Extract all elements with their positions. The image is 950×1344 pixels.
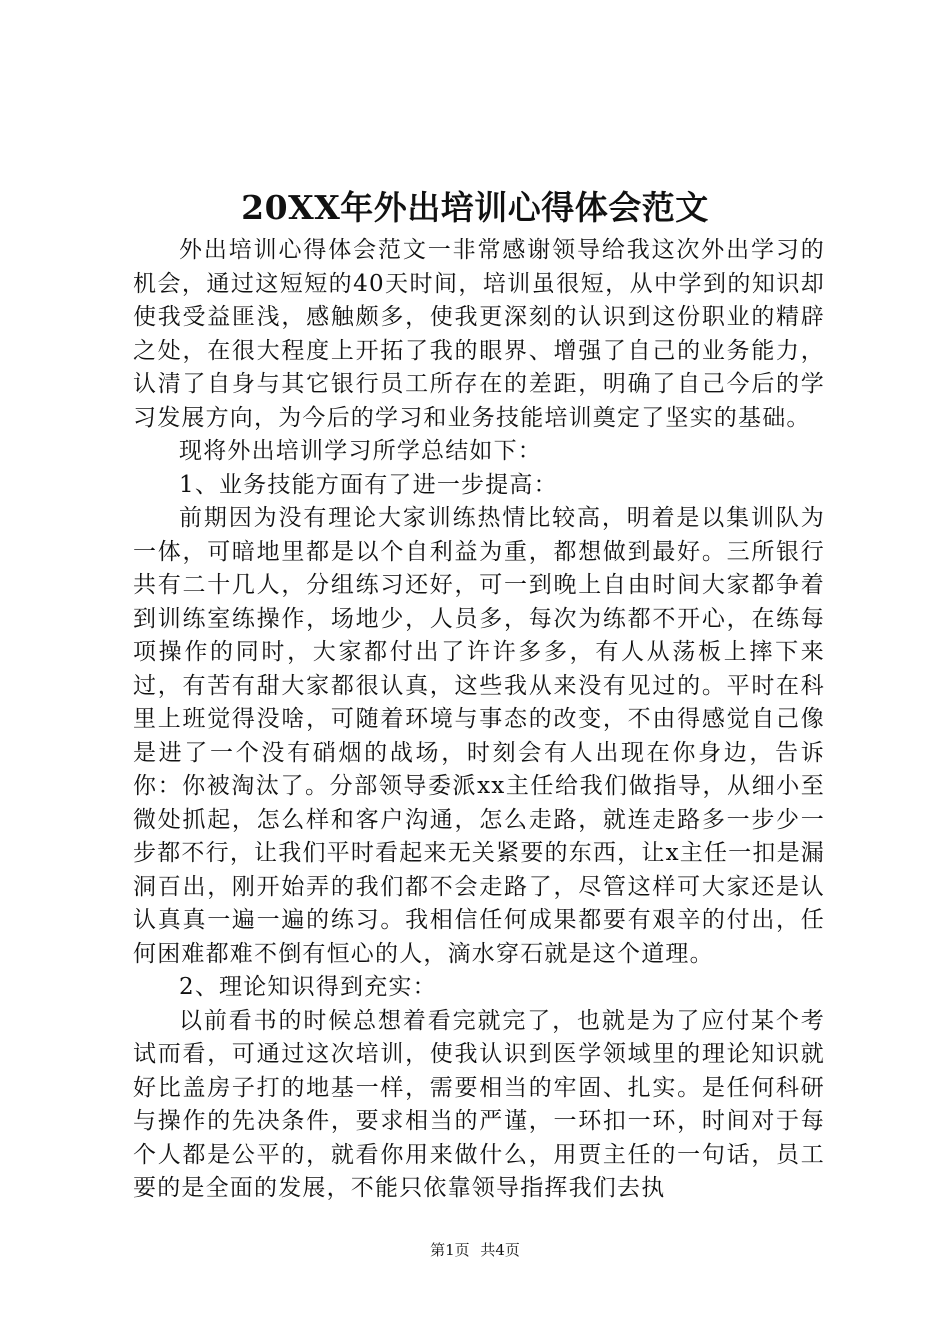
page-total: 共4页: [480, 1241, 520, 1259]
paragraph-summary-lead: 现将外出培训学习所学总结如下：: [179, 438, 542, 464]
paragraph-theory: 以前看书的时候总想着看完就完了，也就是为了应付某个考试而看，可通过这次培训，使我认识到医学领域里的理论知识就好比盖房子打的地基一样，需要相当的牢固、扎实。是任何科研与操作的先决条件，要求相当的严谨，一环扣一环，时间对于每个人都是公平的，就看你用来做什么，用贾主任的一句话，员工要的是全面的发展，不能只依靠领导指挥我们去执: [133, 1007, 825, 1201]
page-footer: [0, 1240, 950, 1260]
section-heading-skills: 1、业务技能方面有了进一步提高：: [179, 471, 558, 498]
paragraph-skills: 前期因为没有理论大家训练热情比较高，明着是以集训队为一体，可暗地里都是以个自利益为重，都想做到最好。三所银行共有二十几人，分组练习还好，可一到晚上自由时间大家都争着到训练室练操作，场地少，人员多，每次为练都不开心，在练每项操作的同时，大家都付出了许许多多，有人从荡板上摔下来过，有苦有甜大家都很认真，这些我从来没有见过的。平时在科里上班觉得没啥，可随着环境与事态的改变，不由得感觉自己像是进了一个没有硝烟的战场，时刻会有人出现在你身边，告诉你：你被淘汰了。分部领导委派xx主任给我们做指导，从细小至微处抓起，怎么样和客户沟通，怎么走路，就连走路多一步少一步都不行，让我们平时看起来无关紧要的东西，让x主任一扣是漏洞百出，刚开始弄的我们都不会走路了，尽管这样可大家还是认认真真一遍一遍的练习。我相信任何成果都要有艰辛的付出，任何困难都难不倒有恒心的人，滴水穿石就是这个道理。: [133, 505, 825, 967]
document-body: [133, 234, 825, 1206]
paragraph-intro: 外出培训心得体会范文一非常感谢领导给我这次外出学习的机会，通过这短短的40天时间，培训虽很短，从中学到的知识却使我受益匪浅，感触颇多，使我更深刻的认识到这份职业的精辟之处，在很大程度上开拓了我的眼界、增强了自己的业务能力，认清了自身与其它银行员工所存在的差距，明确了自己今后的学习发展方向，为今后的学习和业务技能培训奠定了坚实的基础。: [133, 237, 825, 431]
page-number: 第1页: [430, 1241, 470, 1259]
document-title: 20XX年外出培训心得体会范文: [241, 188, 709, 227]
section-heading-theory: 2、理论知识得到充实：: [179, 974, 437, 1000]
